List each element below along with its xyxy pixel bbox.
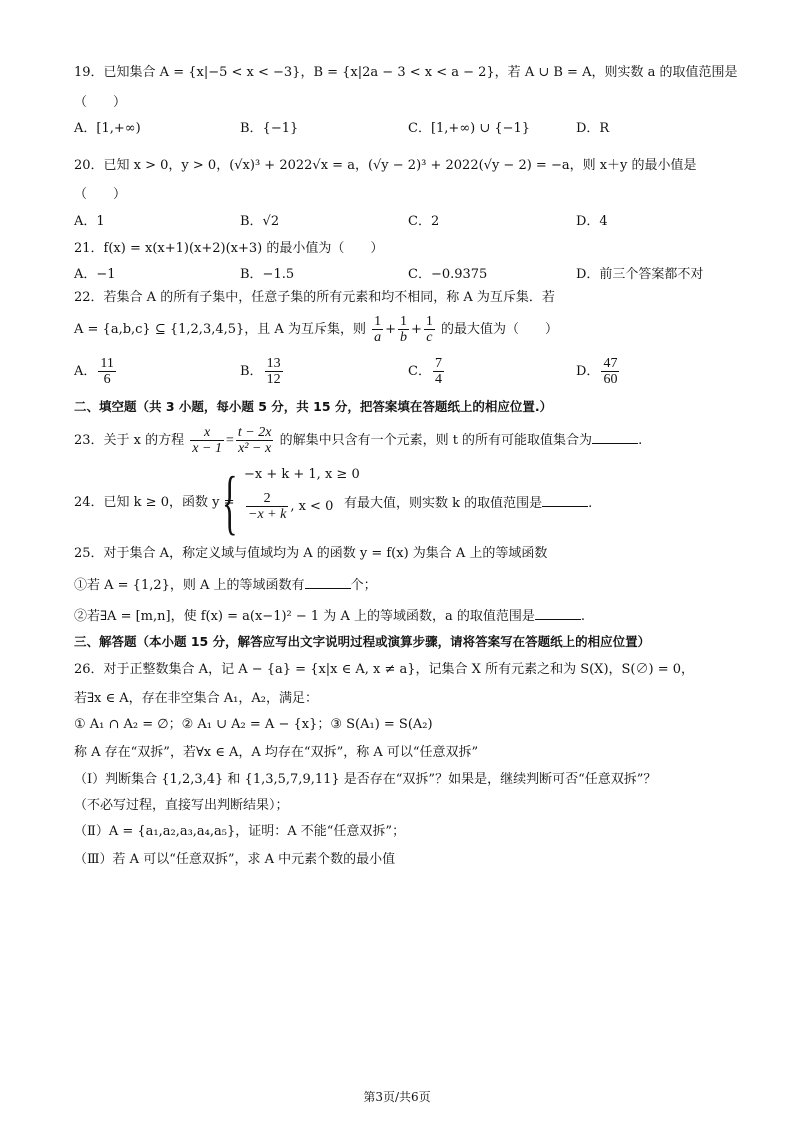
q25-part1-blank[interactable] xyxy=(305,576,351,589)
q19-option-a: A．[1,+∞) xyxy=(74,121,141,136)
page-footer: 第3页/共6页 xyxy=(363,1090,431,1104)
q19-stem: 19．已知集合 A = {x|−5 < x < −3}，B = {x|2a − 3 < x < a − 2}，若 A ∪ B = A，则实数 a 的取值范围是 xyxy=(74,65,738,80)
q26-line-1: 26．对于正整数集合 A，记 A − {a} = {x|x ∈ A, x ≠ a}，记集合 X 所有元素之和为 S(X)，S(∅) = 0， xyxy=(74,662,694,677)
q22-option-c: C． $\frac{7}{4}$ xyxy=(408,356,442,387)
q26-line-5: （Ⅰ）判断集合 {1,2,3,4} 和 {1,3,5,7,9,11} 是否存在“双拆”？如果是，继续判断可否“任意双拆”？ xyxy=(74,772,657,787)
q26-line-4: 称 A 存在“双拆”，若∀x ∈ A，A 均存在“双拆”，称 A 可以“任意双拆” xyxy=(74,745,479,760)
q20-stem: 20．已知 x > 0，y > 0，(√x)³ + 2022√x = a，(√y − 2)³ + 2022(√y − 2) = −a，则 x＋y 的最小值是 xyxy=(74,158,697,173)
q21-stem: 21．f(x) = x(x+1)(x+2)(x+3) 的最小值为（ ） xyxy=(74,241,384,256)
q22-stem-set: A = {a,b,c} ⊆ {1,2,3,4,5}，且 A 为互斥集，则 xyxy=(74,322,366,337)
q23-fraction-right: $\frac{t - 2x}{\text{x² − x}}$ xyxy=(237,425,272,456)
q22-stem-line1: 22．若集合 A 的所有子集中，任意子集的所有元素和均不相同，称 A 为互斥集．若 xyxy=(74,290,555,305)
q25-stem: 25．对于集合 A，称定义域与值域均为 A 的函数 y = f(x) 为集合 A 上的等域函数 xyxy=(74,546,548,561)
q22-option-d: D． $\frac{47}{60}$ xyxy=(576,356,618,387)
q22-option-b: B． $\frac{13}{12}$ xyxy=(240,356,281,387)
q22-stem-tail: 的最大值为（ ） xyxy=(441,322,559,337)
q23-fraction-left: $\frac{x}{x - 1}$ xyxy=(192,425,222,456)
q23-stem: 23．关于 x 的方程 $\frac{x}{x - 1}$ = $\frac{t - 2x}{\text{x² − x}}$ 的解集中只含有一个元素，则 t 的所有可能取值集合为 . xyxy=(74,425,643,456)
q24-answer-blank[interactable] xyxy=(542,494,588,507)
q19-paren: （ ） xyxy=(74,95,127,110)
q20-option-a: A．1 xyxy=(74,214,105,229)
q19-option-b: B．{−1} xyxy=(240,121,299,136)
q22-option-a: A． $\frac{11}{6}$ xyxy=(74,356,114,387)
q21-option-b: B．−1.5 xyxy=(240,267,295,282)
q24-case-1: −x + k + 1, x ≥ 0 xyxy=(244,467,360,482)
q19-option-d: D．R xyxy=(576,121,610,136)
q24-post: 有最大值，则实数 k 的取值范围是 . xyxy=(344,496,593,511)
q22-stem-line2: A = {a,b,c} ⊆ {1,2,3,4,5}，且 A 为互斥集，则 $\frac{1}{a}$ + $\frac{1}{b}$ + $\frac{1}{c}$ 的最大值为（ ） xyxy=(74,314,559,345)
section-fill-in-heading: 二、填空题（共 3 小题，每小题 5 分，共 15 分，把答案填在答题纸上的相应位置.） xyxy=(74,399,553,414)
q25-part-2: ②若∃A = [m,n]，使 f(x) = a(x−1)² − 1 为 A 上的等域函数，a 的取值范围是 . xyxy=(74,609,585,624)
q20-option-d: D．4 xyxy=(576,214,608,229)
q26-line-3: ① A₁ ∩ A₂ = ∅；② A₁ ∪ A₂ = A − {x}；③ S(A₁) = S(A₂) xyxy=(74,717,433,732)
q22-fraction-1-over-b: $\frac{1}{b}$ xyxy=(400,314,407,345)
q26-line-6: （不必写过程，直接写出判断结果）； xyxy=(74,798,289,813)
q20-option-c: C．2 xyxy=(408,214,440,229)
q23-answer-blank[interactable] xyxy=(592,431,638,444)
q25-part-1: ①若 A = {1,2}，则 A 上的等域函数有 个； xyxy=(74,578,377,593)
q20-option-b: B．√2 xyxy=(240,214,280,229)
q24-pre: 24．已知 k ≥ 0，函数 y = xyxy=(74,495,235,510)
q21-option-a: A．−1 xyxy=(74,267,116,282)
q25-part2-blank[interactable] xyxy=(535,607,581,620)
section-solution-heading: 三、解答题（本小题 15 分，解答应写出文字说明过程或演算步骤，请将答案写在答题纸上的相应位置） xyxy=(74,634,651,649)
q24-case-2: $\frac{2}{-x + k}$ , x < 0 xyxy=(248,491,334,522)
q26-line-7: （Ⅱ）A = {a₁,a₂,a₃,a₄,a₅}，证明：A 不能“任意双拆”； xyxy=(74,824,406,839)
q20-paren: （ ） xyxy=(74,187,127,202)
q22-fraction-1-over-c: $\frac{1}{c}$ xyxy=(425,314,433,345)
q21-option-d: D．前三个答案都不对 xyxy=(576,267,704,282)
q26-line-2: 若∃x ∈ A，存在非空集合 A₁，A₂，满足： xyxy=(74,691,318,706)
q19-option-c: C．[1,+∞) ∪ {−1} xyxy=(408,121,531,136)
q26-line-8: （Ⅲ）若 A 可以“任意双拆”，求 A 中元素个数的最小值 xyxy=(74,852,396,867)
q21-option-c: C．−0.9375 xyxy=(408,267,488,282)
q22-fraction-1-over-a: $\frac{1}{a}$ xyxy=(374,314,382,345)
q24-piecewise-brace: { xyxy=(222,462,238,542)
